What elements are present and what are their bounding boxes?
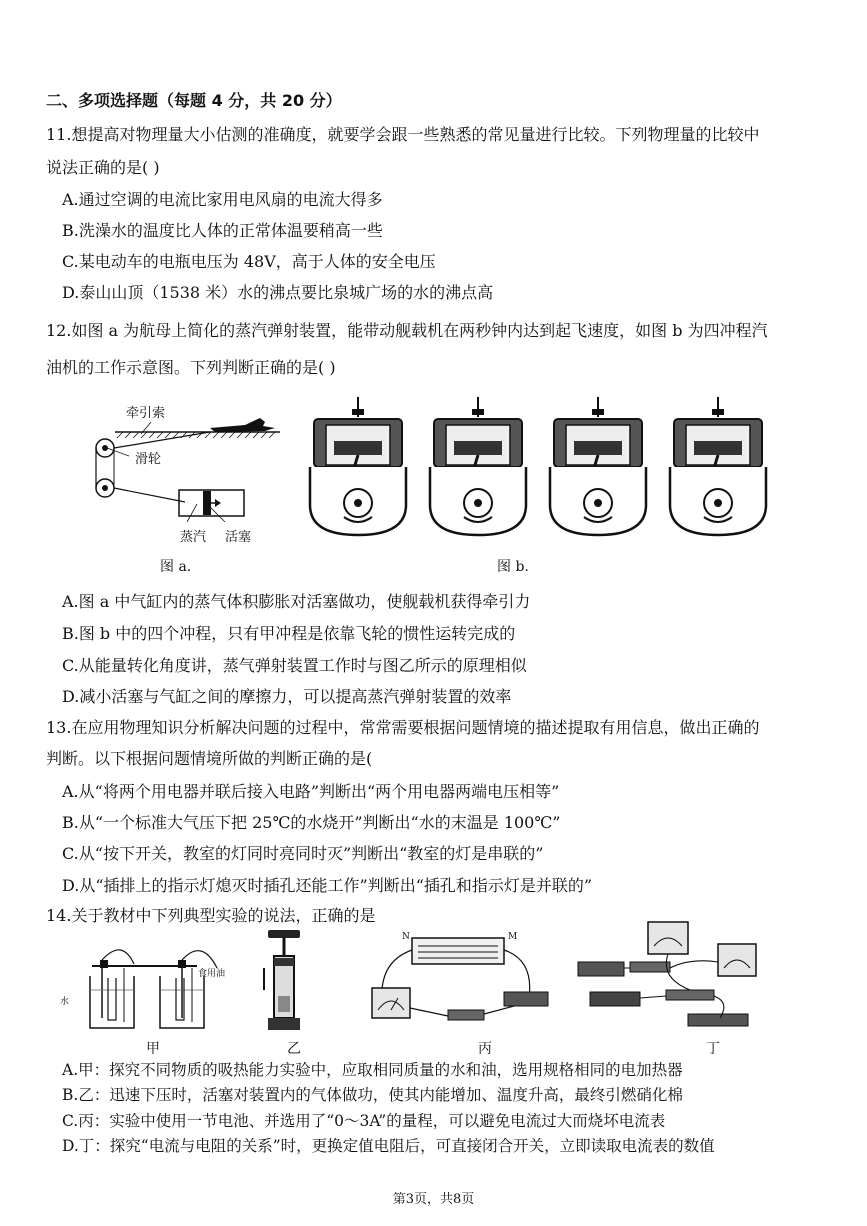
caption-jia: 甲 [146,1041,160,1057]
page-footer: 第3页，共8页 [392,1192,475,1207]
question-11-option-d: D.泰山山顶（1538 米）水的沸点要比泉城广场的水的沸点高 [62,283,494,302]
label-oil: 食用油 [198,969,226,979]
question-11-option-a: A.通过空调的电流比家用电风扇的电流大得多 [62,190,383,209]
question-13-stem-line1: 13.在应用物理知识分析解决问题的过程中，常常需要根据问题情境的描述提取有用信息，做出正确的 [46,718,760,737]
section-title: 二、多项选择题（每题 4 分，共 20 分） [46,91,342,110]
question-14-option-a: A.甲：探究不同物质的吸热能力实验中，应取相同质量的水和油，选用规格相同的电加热器 [62,1061,683,1079]
question-12-stem-line1: 12.如图 a 为航母上简化的蒸汽弹射装置，能带动舰载机在两秒钟内达到起飞速度，如图 b 为四冲程汽 [46,321,768,340]
question-13-option-c: C.从“按下开关，教室的灯同时亮同时灭”判断出“教室的灯是串联的” [62,844,544,863]
question-12-option-a: A.图 a 中气缸内的蒸气体积膨胀对活塞做功，使舰载机获得牵引力 [62,592,531,611]
question-13-option-b: B.从“一个标准大气压下把 25℃的水烧开”判断出“水的末温是 100℃” [62,813,561,832]
label-m: M [508,932,518,942]
question-14-option-c: C.丙：实验中使用一节电池、并选用了“0～3A”的量程，可以避免电流过大而烧坏电流表 [62,1112,666,1130]
question-11-stem-line2: 说法正确的是( ) [46,158,160,177]
question-12-option-c: C.从能量转化角度讲，蒸气弹射装置工作时与图乙所示的原理相似 [62,656,527,675]
figure-yi-compression-tube [258,928,308,1038]
question-12-option-b: B.图 b 中的四个冲程，只有甲冲程是依靠飞轮的惯性运转完成的 [62,624,516,643]
question-14-stem: 14.关于教材中下列典型实验的说法，正确的是 [46,906,376,925]
figure-b-four-stroke-engine [300,395,770,545]
label-piston: 活塞 [225,530,252,545]
question-13-stem-line2: 判断。以下根据问题情境所做的判断正确的是( [46,749,373,768]
label-steam: 蒸汽 [180,530,207,545]
question-11-option-c: C.某电动车的电瓶电压为 48V，高于人体的安全电压 [62,252,436,271]
question-11-option-b: B.洗澡水的温度比人体的正常体温要稍高一些 [62,221,383,240]
question-12-stem-line2: 油机的工作示意图。下列判断正确的是( ) [46,358,336,377]
label-water: 水 [60,997,70,1007]
question-14-option-b: B.乙：迅速下压时，活塞对装置内的气体做功，使其内能增加、温度升高，最终引燃硝化棉 [62,1086,683,1104]
label-pulley: 滑轮 [135,452,162,467]
question-11-stem-line1: 11.想提高对物理量大小估测的准确度，就要学会跟一些熟悉的常见量进行比较。下列物理量的比较中 [46,125,760,144]
caption-bing: 丙 [478,1041,492,1057]
caption-figure-a: 图 a. [160,559,192,575]
question-13-option-a: A.从“将两个用电器并联后接入电路”判断出“两个用电器两端电压相等” [62,782,560,801]
question-14-option-d: D.丁：探究“电流与电阻的关系”时，更换定值电阻后，可直接闭合开关，立即读取电流表的数值 [62,1137,715,1155]
question-13-option-d: D.从“插排上的指示灯熄灭时插孔还能工作”判断出“插孔和指示灯是并联的” [62,876,593,895]
label-n: N [402,932,410,942]
figure-ding-circuit [570,918,770,1038]
caption-yi: 乙 [287,1041,301,1057]
question-12-option-d: D.减小活塞与气缸之间的摩擦力，可以提高蒸汽弹射装置的效率 [62,687,512,706]
figure-jia-beakers [72,938,232,1038]
label-rope: 牵引索 [126,406,166,421]
caption-ding: 丁 [706,1041,720,1057]
caption-figure-b: 图 b. [497,559,529,575]
figure-bing-circuit [364,930,554,1035]
